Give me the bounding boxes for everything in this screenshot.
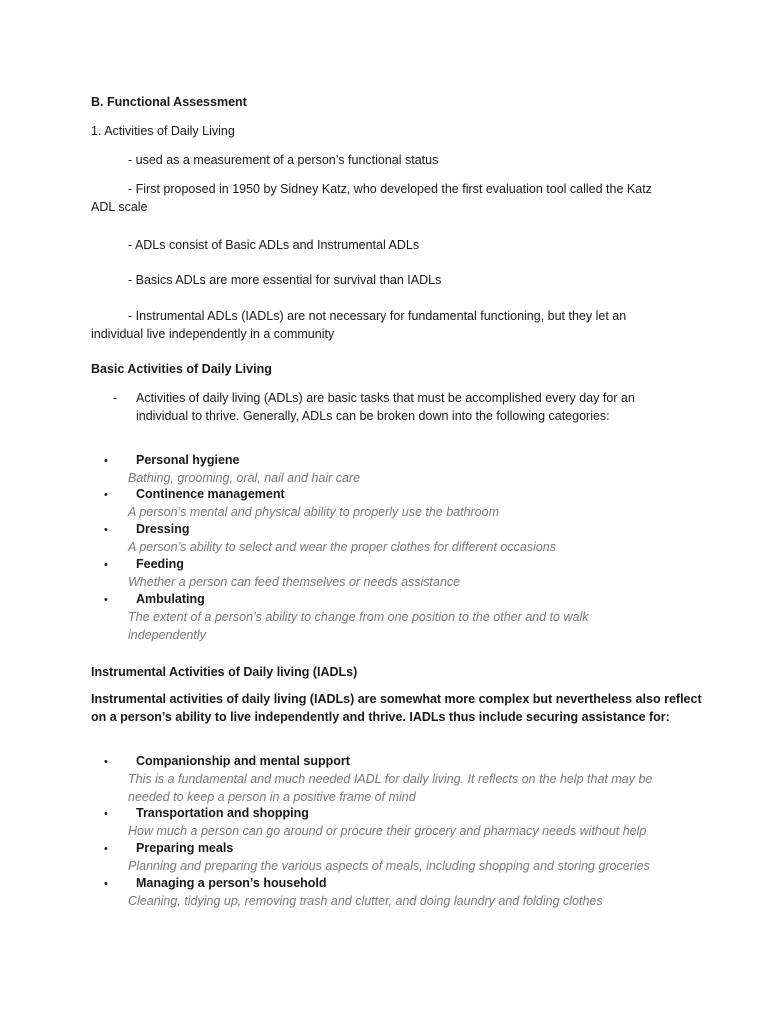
- iadl-item-desc: How much a person can go around or procure their grocery and pharmacy needs without help: [128, 824, 647, 838]
- basic-adl-heading: Basic Activities of Daily Living: [91, 362, 272, 376]
- iadl-item-title: Transportation and shopping: [136, 806, 309, 820]
- iadl-item-desc: needed to keep a person in a positive frame of mind: [128, 790, 416, 804]
- basic-adl-item-title: Personal hygiene: [136, 453, 240, 467]
- bullet-icon: •: [104, 756, 108, 768]
- iadl-item-desc: Cleaning, tidying up, removing trash and clutter, and doing laundry and folding clothes: [128, 894, 603, 908]
- iadl-intro: on a person’s ability to live independently and thrive. IADLs thus include securing assistance for:: [91, 710, 670, 724]
- iadl-intro: Instrumental activities of daily living (IADLs) are somewhat more complex but nevertheless also reflect: [91, 692, 702, 706]
- basic-adl-item-desc: Whether a person can feed themselves or needs assistance: [128, 575, 461, 589]
- bullet-icon: •: [104, 455, 108, 467]
- basic-adl-item-desc: Bathing, grooming, oral, nail and hair care: [128, 471, 361, 485]
- basic-adl-item-desc: independently: [128, 628, 206, 642]
- intro-point: - Basics ADLs are more essential for survival than IADLs: [128, 273, 442, 287]
- basic-adl-intro: Activities of daily living (ADLs) are basic tasks that must be accomplished every day for an: [136, 391, 635, 405]
- bullet-icon: •: [104, 808, 108, 820]
- iadl-item-title: Companionship and mental support: [136, 754, 350, 768]
- iadl-heading: Instrumental Activities of Daily living (IADLs): [91, 665, 358, 679]
- intro-point-continued: individual live independently in a community: [91, 327, 335, 341]
- bullet-icon: •: [104, 524, 108, 536]
- bullet-icon: •: [104, 559, 108, 571]
- basic-adl-item-title: Dressing: [136, 522, 190, 536]
- basic-adl-item-desc: The extent of a person’s ability to change from one position to the other and to walk: [128, 610, 589, 624]
- intro-point-continued: ADL scale: [91, 200, 148, 214]
- bullet-icon: •: [104, 594, 108, 606]
- basic-adl-item-desc: A person’s mental and physical ability to properly use the bathroom: [128, 505, 500, 519]
- intro-point: - used as a measurement of a person’s functional status: [128, 153, 439, 167]
- iadl-item-desc: Planning and preparing the various aspects of meals, including shopping and storing groceries: [128, 859, 650, 873]
- intro-point: - Instrumental ADLs (IADLs) are not necessary for fundamental functioning, but they let an: [128, 309, 627, 323]
- intro-point: - ADLs consist of Basic ADLs and Instrumental ADLs: [128, 238, 420, 252]
- basic-adl-item-title: Ambulating: [136, 592, 205, 606]
- bullet-icon: •: [104, 489, 108, 501]
- section-heading: B. Functional Assessment: [91, 95, 247, 109]
- bullet-icon: •: [104, 843, 108, 855]
- basic-adl-intro: individual to thrive. Generally, ADLs can be broken down into the following categories:: [136, 409, 610, 423]
- iadl-item-desc: This is a fundamental and much needed IADL for daily living. It reflects on the help that may be: [128, 772, 653, 786]
- basic-adl-item-desc: A person’s ability to select and wear the proper clothes for different occasions: [128, 540, 557, 554]
- subsection-heading: 1. Activities of Daily Living: [91, 124, 235, 138]
- bullet-icon: •: [104, 878, 108, 890]
- dash-marker: -: [113, 391, 118, 405]
- basic-adl-item-title: Continence management: [136, 487, 285, 501]
- iadl-item-title: Preparing meals: [136, 841, 234, 855]
- iadl-item-title: Managing a person’s household: [136, 876, 327, 890]
- basic-adl-item-title: Feeding: [136, 557, 184, 571]
- intro-point: - First proposed in 1950 by Sidney Katz, who developed the first evaluation tool called the Katz: [128, 182, 652, 196]
